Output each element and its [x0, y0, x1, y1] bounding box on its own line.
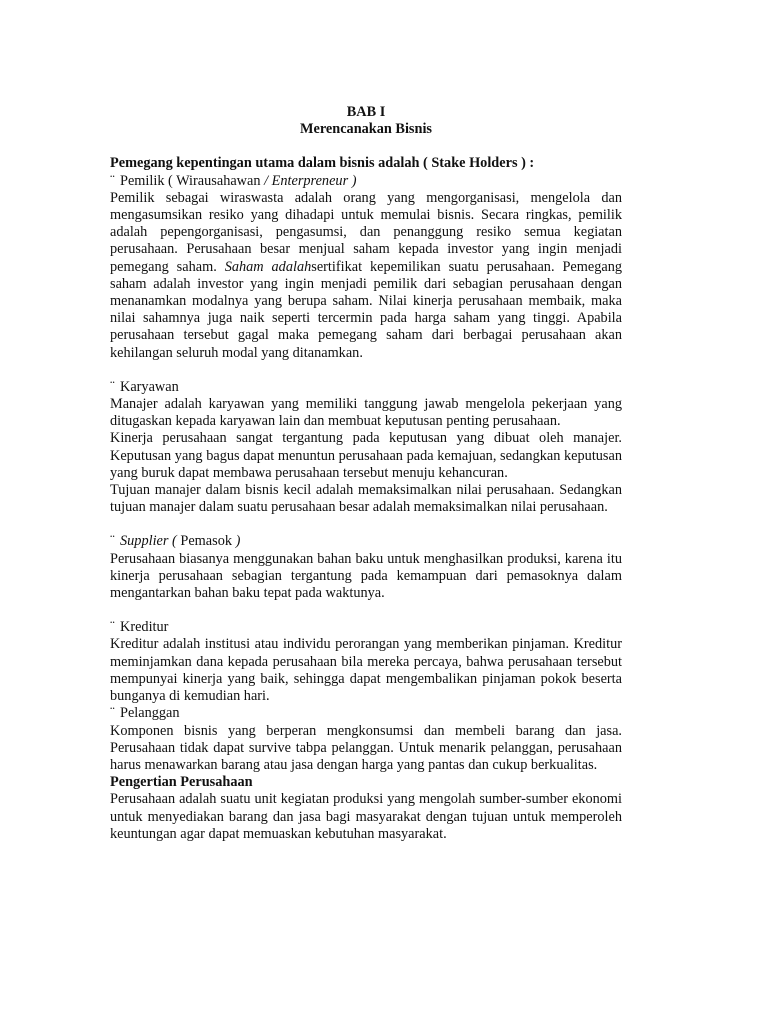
pelanggan-label: Pelanggan [120, 705, 180, 722]
bullet-supplier [110, 533, 622, 550]
supplier-label-italic: Supplier ( [120, 533, 177, 550]
chapter-subtitle: Merencanakan Bisnis [299, 121, 432, 138]
pemilik-label-italic: / Enterpreneur ) [264, 172, 357, 189]
kreditur-label: Kreditur [120, 619, 169, 636]
pemilik-text-italic: Saham adalah [224, 258, 312, 275]
pelanggan-paragraph: Komponen bisnis yang berperan mengkonsumsi dan membeli barang dan jasa. Perusahaan tidak dapat survive tabpa pelanggan. Untuk menarik pelanggan, perusahaan harus menawarkan barang atau jasa dengan harga yang pantas dan cukup berkualitas. [110, 722, 622, 773]
karyawan-paragraph-1: Manajer adalah karyawan yang memiliki tanggung jawab mengelola pekerjaan yang ditugaskan kepada karyawan lain dan membuat keputusan penting perusahaan. [110, 396, 622, 430]
pengertian-paragraph: Perusahaan adalah suatu unit kegiatan produksi yang mengolah sumber-sumber ekonomi untuk menyediakan barang dan jasa bagi masyarakat dengan tujuan untuk memperoleh keuntungan agar dapat memuaskan kebutuhan masyarakat. [110, 791, 622, 842]
pengertian-heading: Pengertian Perusahaan [110, 774, 253, 791]
bullet-glyph: ¨ [110, 378, 115, 395]
karyawan-paragraph-2: Kinerja perusahaan sangat tergantung pada keputusan yang dibuat oleh manajer. Keputusan yang bagus dapat menuntun perusahaan pada kemajuan, sedangkan keputusan yang buruk dapat membawa perusahaan tersebut menuju kehancuran. [110, 430, 622, 481]
pemilik-text: Pemilik sebagai wiraswasta adalah orang yang mengorganisasi, mengelola dan mengasumsikan resiko yang dihadapi untuk memulai bisnis. Secara ringkas, pemilik adalah pepengorganisasi, pengasumsi, dan penanggung resiko semua kegiatan perusahaan. Perusahaan besar menjual saham kepada investor yang ingin menjadi pemegang saham. [110, 189, 622, 275]
pemilik-text-rest: sertifikat kepemilikan suatu perusahaan. Pemegang saham adalah investor yang ingin menjadi pemilik dari sebagian perusahaan dengan menanamkan modalnya yang berupa saham. Nilai kinerja perusahaan membaik, maka nilai sahamnya juga naik seperti tercermin pada harga saham yang tinggi. Apabila perusahaan tersebut gagal maka pemegang saham dari berbagai perusahaan akan kehilangan seluruh modal yang ditanamkan. [110, 258, 623, 361]
pemilik-paragraph [110, 190, 622, 362]
spacer [110, 138, 622, 155]
stakeholders-heading: Pemegang kepentingan utama dalam bisnis adalah ( Stake Holders ) : [110, 155, 535, 172]
spacer [110, 602, 622, 619]
kreditur-paragraph: Kreditur adalah institusi atau individu perorangan yang memberikan pinjaman. Kreditur meminjamkan dana kepada perusahaan bila mereka percaya, bahwa perusahaan tersebut mempunyai kinerja yang baik, sehingga dapat mengembalikan pinjaman pokok beserta bunganya di kemudian hari. [110, 636, 622, 705]
bullet-pemilik [110, 173, 622, 190]
karyawan-paragraph-3: Tujuan manajer dalam bisnis kecil adalah memaksimalkan nilai perusahaan. Sedangkan tujuan manajer dalam suatu perusahaan besar adalah memaksimalkan nilai perusahaan. [110, 482, 622, 516]
chapter-title: BAB I [346, 104, 386, 120]
document-page [110, 104, 622, 843]
bullet-glyph: ¨ [110, 172, 115, 189]
supplier-label: Pemasok [176, 533, 236, 550]
spacer [110, 362, 622, 379]
pemilik-label: Pemilik ( Wirausahawan [120, 172, 265, 189]
spacer [110, 516, 622, 533]
bullet-glyph: ¨ [110, 705, 115, 722]
bullet-glyph: ¨ [110, 533, 115, 550]
bullet-kreditur [110, 619, 622, 636]
bullet-karyawan [110, 379, 622, 396]
bullet-glyph: ¨ [110, 619, 115, 636]
supplier-label-italic-end: ) [235, 533, 241, 550]
supplier-paragraph: Perusahaan biasanya menggunakan bahan baku untuk menghasilkan produksi, karena itu kinerja perusahaan sebagian tergantung pada kemampuan dari pemasoknya dalam mengantarkan bahan baku tepat pada waktunya. [110, 550, 622, 602]
karyawan-label: Karyawan [120, 378, 179, 395]
bullet-pelanggan [110, 705, 622, 722]
